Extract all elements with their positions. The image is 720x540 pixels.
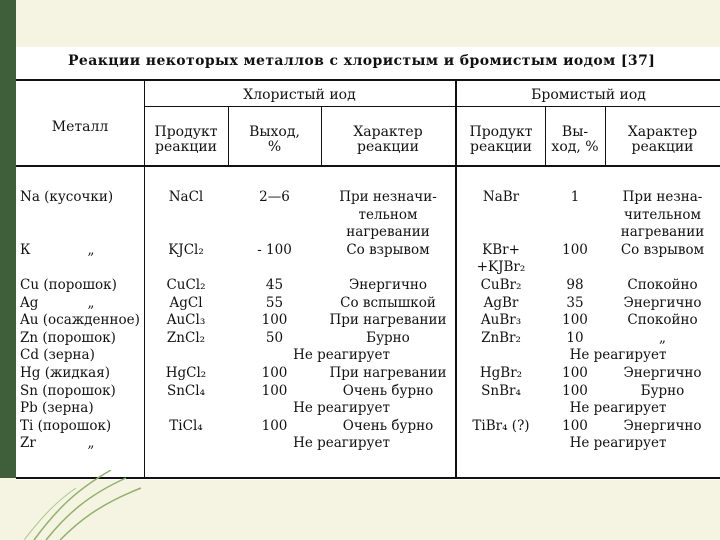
header-br-yield: Вы- ход, % bbox=[551, 124, 599, 155]
cell-cl-yield: 100 bbox=[261, 312, 288, 329]
table-top-rule bbox=[16, 79, 720, 81]
cell-metal: Ti (порошок) bbox=[20, 417, 112, 434]
cell-cl-yield: 100 bbox=[261, 382, 288, 399]
cell-metal: Cd (зерна) bbox=[20, 347, 95, 364]
group-header-rule bbox=[144, 106, 720, 107]
cell-cl-no-reaction: Не реагирует bbox=[293, 435, 390, 452]
cell-metal: Au (осажденное) bbox=[20, 312, 140, 329]
cell-cl-no-reaction: Не реагирует bbox=[293, 347, 390, 364]
cell-metal-ditto: „ bbox=[87, 241, 95, 258]
cell-cl-yield: 100 bbox=[261, 365, 288, 381]
cell-br-product: AgBr bbox=[483, 294, 519, 311]
cell-br-product: HgBr₂ bbox=[479, 365, 523, 381]
cell-cl-product: TiCl₄ bbox=[169, 417, 203, 434]
cell-cl-yield: 45 bbox=[265, 277, 284, 293]
cell-cl-product: ZnCl₂ bbox=[166, 329, 206, 346]
cell-br-nature: Энергично bbox=[623, 294, 702, 311]
cell-br-yield: 100 bbox=[562, 241, 588, 258]
cell-br-product: NaBr bbox=[482, 189, 520, 205]
leaf-decoration-icon bbox=[16, 470, 156, 540]
cell-cl-nature: Очень бурно bbox=[342, 417, 434, 434]
slide-sidebar bbox=[0, 0, 16, 540]
header-bromide-group: Бромистый иод bbox=[531, 87, 646, 103]
cell-cl-nature: Очень бурно bbox=[342, 382, 434, 399]
cell-br-yield: 1 bbox=[570, 189, 580, 205]
cell-br-yield: 100 bbox=[562, 365, 588, 381]
cell-metal: К bbox=[20, 241, 31, 258]
cell-metal: Zr bbox=[20, 435, 36, 452]
cell-br-yield: 35 bbox=[566, 294, 584, 311]
cell-br-nature: При незна- bbox=[622, 189, 703, 205]
header-chloride-group: Хлористый иод bbox=[243, 87, 356, 103]
scanned-table-page bbox=[16, 47, 720, 480]
cell-br-product: +KJBr₂ bbox=[476, 259, 526, 276]
cell-br-product: TiBr₄ (?) bbox=[472, 417, 530, 434]
cell-br-nature: Энергично bbox=[623, 417, 702, 434]
header-br-product: Продукт реакции bbox=[469, 124, 533, 155]
cell-br-nature: Бурно bbox=[640, 382, 685, 399]
cell-cl-product: AuCl₃ bbox=[166, 312, 206, 329]
header-bottom-rule bbox=[16, 165, 720, 167]
cell-cl-nature: При нагревании bbox=[329, 365, 447, 381]
table-title: Реакции некоторых металлов с хлористым и бромистым иодом [37] bbox=[68, 53, 656, 69]
cell-cl-product: KJCl₂ bbox=[168, 241, 204, 258]
cell-br-yield: 100 bbox=[562, 417, 588, 434]
header-cl-product: Продукт реакции bbox=[154, 124, 218, 155]
cell-br-product: SnBr₄ bbox=[481, 382, 521, 399]
cell-br-product: AuBr₃ bbox=[480, 312, 522, 329]
cell-cl-nature: Со взрывом bbox=[346, 241, 430, 258]
cell-br-nature: нагревании bbox=[620, 224, 705, 241]
cell-cl-yield: 100 bbox=[261, 417, 288, 434]
cell-cl-nature: Энергично bbox=[348, 277, 428, 293]
cell-br-nature: Энергично bbox=[623, 365, 702, 381]
cell-metal: Cu (порошок) bbox=[20, 277, 117, 293]
cell-br-nature: Спокойно bbox=[627, 312, 698, 329]
cell-cl-nature: Бурно bbox=[366, 329, 410, 346]
cell-cl-product: NaCl bbox=[168, 189, 204, 205]
cell-br-product: CuBr₂ bbox=[480, 277, 522, 293]
cell-cl-nature: Со вспышкой bbox=[340, 294, 436, 311]
cell-br-yield: 98 bbox=[566, 277, 584, 293]
cell-br-product: ZnBr₂ bbox=[481, 329, 521, 346]
cell-metal: Pb (зерна) bbox=[20, 400, 94, 417]
cell-cl-nature: При незначи- bbox=[339, 189, 437, 205]
cell-br-yield: 100 bbox=[562, 382, 588, 399]
cell-br-product: KBr+ bbox=[482, 241, 520, 258]
header-cl-nature: Характер реакции bbox=[353, 124, 423, 155]
cell-cl-no-reaction: Не реагирует bbox=[293, 400, 390, 417]
cell-cl-product: SnCl₄ bbox=[166, 382, 205, 399]
cell-metal-ditto: „ bbox=[87, 294, 95, 311]
cell-cl-yield: 2—6 bbox=[259, 189, 290, 205]
cell-br-nature: „ bbox=[659, 329, 666, 346]
cell-cl-nature: тельном bbox=[358, 206, 418, 223]
cell-br-yield: 10 bbox=[566, 329, 584, 346]
cell-cl-yield: - 100 bbox=[257, 241, 292, 258]
cell-br-no-reaction: Не реагирует bbox=[569, 435, 667, 452]
cell-cl-product: AgCl bbox=[169, 294, 203, 311]
cell-cl-product: HgCl₂ bbox=[165, 365, 207, 381]
cell-metal-ditto: „ bbox=[87, 435, 95, 452]
header-metal: Металл bbox=[51, 119, 109, 135]
cell-metal: Na (кусочки) bbox=[20, 189, 114, 205]
cell-metal: Zn (порошок) bbox=[20, 329, 116, 346]
cell-br-yield: 100 bbox=[562, 312, 588, 329]
cell-cl-yield: 55 bbox=[265, 294, 284, 311]
cell-cl-nature: При нагревании bbox=[329, 312, 447, 329]
header-cl-yield: Выход, % bbox=[249, 124, 300, 155]
header-br-nature: Характер реакции bbox=[627, 124, 698, 155]
cell-br-nature: Со взрывом bbox=[620, 241, 705, 258]
cell-metal: Hg (жидкая) bbox=[20, 365, 110, 381]
cell-cl-yield: 50 bbox=[265, 329, 284, 346]
cell-br-no-reaction: Не реагирует bbox=[569, 347, 667, 364]
cell-br-no-reaction: Не реагирует bbox=[569, 400, 667, 417]
cell-br-nature: Спокойно bbox=[627, 277, 698, 293]
cell-cl-nature: нагревании bbox=[346, 224, 430, 241]
cell-metal: Sn (порошок) bbox=[20, 382, 116, 399]
cell-cl-product: CuCl₂ bbox=[166, 277, 206, 293]
cell-metal: Ag bbox=[20, 294, 39, 311]
cell-br-nature: чительном bbox=[624, 206, 701, 223]
